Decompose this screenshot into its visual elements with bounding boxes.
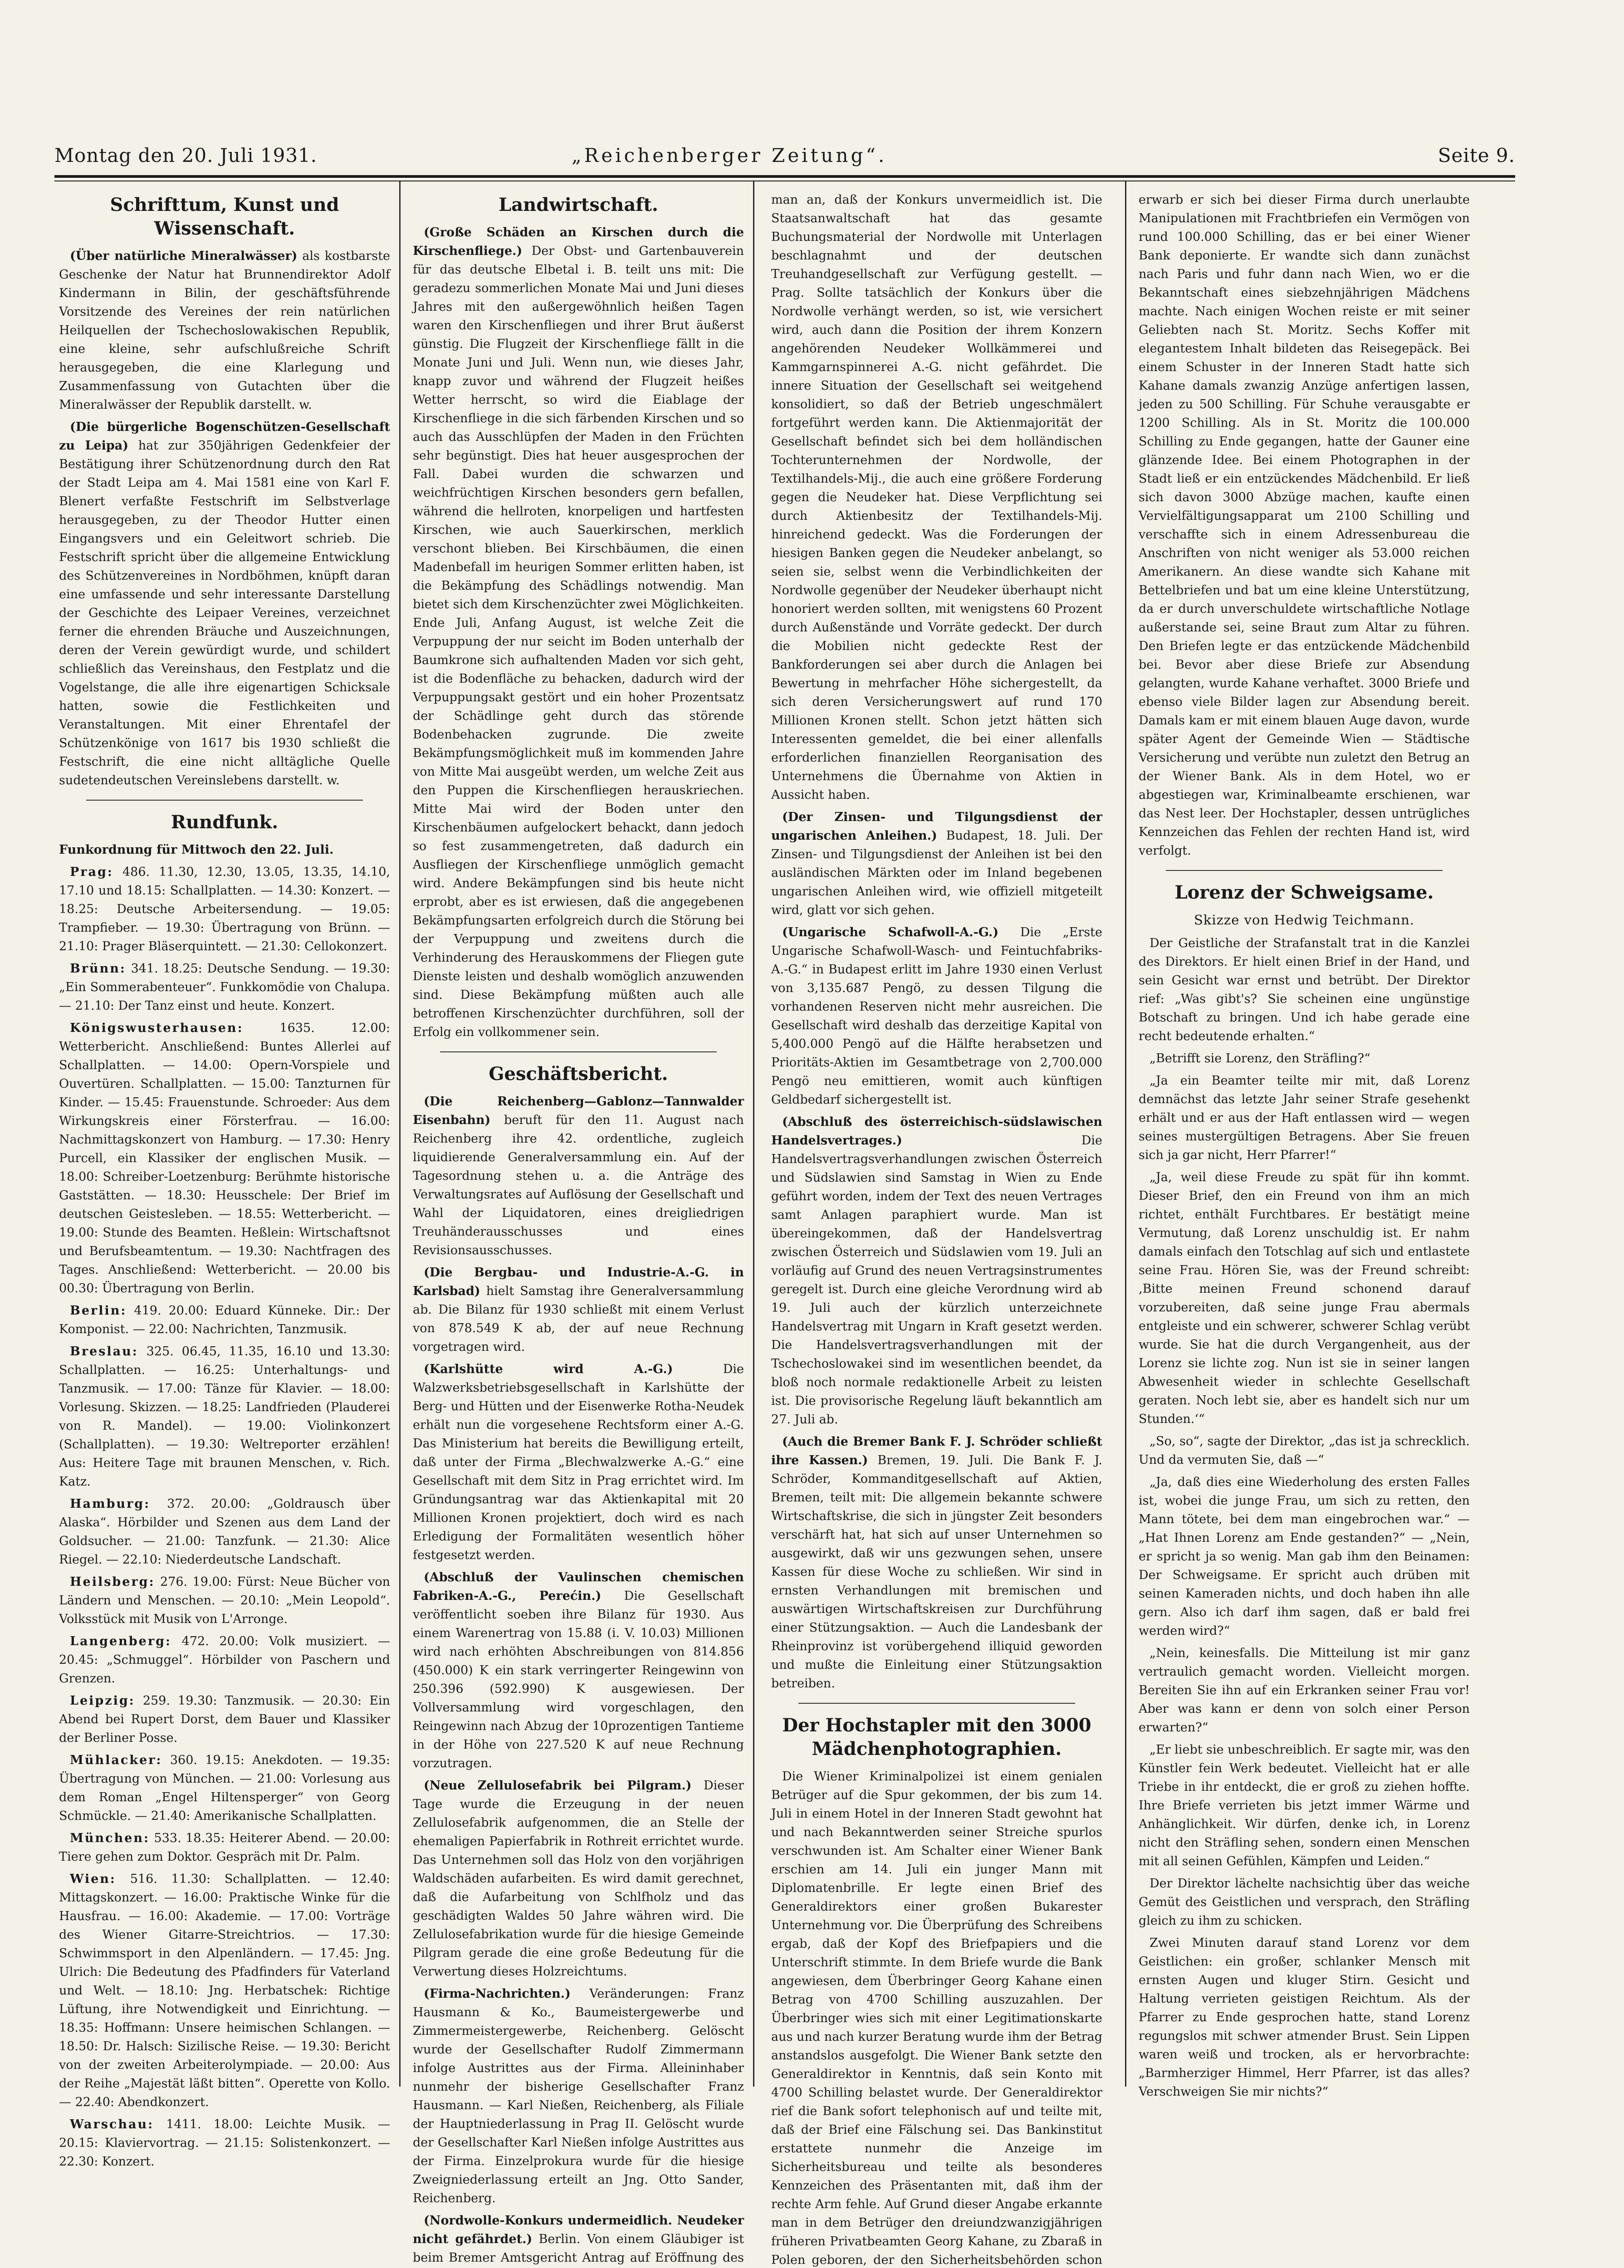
radio-program: 325. 06.45, 11.35, 16.10 und 13.30: Schallplatten. — 16.25: Unterhaltungs- und Tanzmusik. — 17.00: Tänze für Klavier. — 18.00: Vorlesung. Skizzen. — 18.25: Landfrieden (Plauderei von R. Mandel). — 19.00: Violinkonzert (Schallplatten). — 19.30: Weltreporter erzählen! Aus: Heitere Tage mit braunen Menschen, v. Rich. Katz.: [59, 1344, 390, 1489]
section-divider: [86, 800, 363, 801]
article-lead: (Große Schäden an Kirschen durch die Kirschenfliege.): [413, 225, 744, 258]
section-title-business: Geschäftsbericht.: [489, 1063, 668, 1085]
story-paragraph: „Ja, weil diese Freude zu spät für ihn kommt. Dieser Brief, den ein Freund von ihm an mich richtet, enthält Furchtbares. Er bestätigt meine Vermutung, daß Lorenz unschuldig ist. Er nahm damals einfach den Totschlag auf sich und entlastete seine Frau. Hören Sie, was der Freund schreibt: ‚Bitte meinen Freund schonend darauf vorzubereiten, daß seine junge Frau abermals entgleiste und ein schwerer, schwerer Schlag verübt wurde. Sie hat die durch Vergangenheit, aus der Lorenz sie lichte zog. Nun ist sie in seiner langen Abwesenheit wieder in schlechte Gesellschaft geraten. Noch lebt sie, aber es handelt sich nur um Stunden.‘“: [1139, 1170, 1470, 1426]
story-paragraph: „Nein, keinesfalls. Die Mitteilung ist mir ganz vertraulich gemacht worden. Vielleicht morgen. Bereiten Sie ihn auf ein Erkranken seiner Frau vor! Aber was kann er denn von solch einer Person erwarten?“: [1139, 1646, 1470, 1735]
radio-program: 372. 20.00: „Goldrausch über Alaska“. Hörbilder und Szenen aus dem Land der Goldsucher. — 21.00: Tanzfunk. — 21.30: Alice Riegel. — 22.10: Niederdeutsche Landschaft.: [59, 1497, 390, 1567]
column-2: [413, 191, 744, 2265]
radio-program: 276. 19.00: Fürst: Neue Bücher von Ländern und Menschen. — 20.10: „Mein Leopold“. Volksstück mit Musik von L'Arronge.: [59, 1575, 390, 1626]
article-text: hielt Samstag ihre Generalversammlung ab. Die Bilanz für 1930 schließt mit einem Verlust von 878.549 K ab, der auf neue Rechnung vorgetragen wird.: [413, 1284, 744, 1354]
article-lead: (Die Bergbau- und Industrie-A.-G. in Karlsbad): [413, 1266, 744, 1298]
radio-schedule-heading: Funkordnung für Mittwoch den 22. Juli.: [59, 843, 334, 857]
article-lead: (Der Zinsen- und Tilgungsdienst der ungarischen Anleihen.): [771, 810, 1102, 843]
article-text: als kostbarste Geschenke der Natur hat Brunnendirektor Adolf Kindermann in Bilin, der geschäftsführende Vorsitzende des Vereines der rein natürlichen Heilquellen der Tschechoslowakischen Republik, eine kleine, sehr aufschlußreiche Schrift herausgegeben, die eine Klarlegung und Zusammenfassung von Gutachten über die Mineralwässer der Republik darstellt. w.: [59, 249, 390, 412]
article-text: Berlin. Von einem Gläubiger ist beim Bremer Amtsgericht Antrag auf Eröffnung des: [413, 2232, 744, 2265]
radio-station: Wien:: [70, 1872, 116, 1886]
article-lead: (Neue Zellulosefabrik bei Pilgram.): [424, 1779, 692, 1793]
article-lead: (Abschluß des österreichisch-südslawischen Handelsvertrages.): [771, 1115, 1102, 1148]
article-text: Die Wiener Kriminalpolizei ist einem genialen Betrüger auf die Spur gekommen, der bis zum 14. Juli in einem Hotel in der Inneren Stadt gewohnt hat und nach Bekanntwerden seiner Streiche spurlos verschwunden ist. Am Schalter einer Wiener Bank erschien am 14. Juli ein junger Mann mit Diplomatenbrille. Er legte einen Brief des Generaldirektors einer großen Bukarester Unternehmung vor. Die Überprüfung des Schreibens ergab, daß der Kopf des Briefpapiers und die Unterschrift stimmte. In dem Briefe wurde die Bank angewiesen, dem Überbringer Georg Kahane einen Betrag von 4700 Schilling auszuzahlen. Der Überbringer wies sich mit einer Legitimationskarte aus und nach kurzer Beratung wurde ihm der Betrag anstandslos ausgefolgt. Die Wiener Bank setzte den Generaldirektor in Kenntnis, daß sein Konto mit 4700 Schilling belastet wurde. Der Generaldirektor rief die Bank sofort telephonisch auf und teilte mit, daß der Brief eine Fälschung sei. Das Bankinstitut erstattete nunmehr die Anzeige im Sicherheitsbureau und teilte als besonderes Kennzeichen des Präsentanten mit, daß ihm der rechte Arm fehle. Auf Grund dieser Angabe erkannte man in dem Betrüger den dreiundzwanzigjährigen früheren Privatbeamten Georg Kahane, zu Zbaraß in Polen geboren, der den Sicherheitsbehörden schon: [771, 1769, 1102, 2267]
article-lead: (Ungarische Schafwoll-A.-G.): [782, 925, 999, 939]
column-3: [771, 191, 1103, 2267]
article-lead: (Karlshütte wird A.-G.): [424, 1362, 673, 1376]
radio-program: 259. 19.30: Tanzmusik. — 20.30: Ein Abend bei Rupert Dorst, dem Bauer und Klassiker der Berliner Posse.: [59, 1694, 390, 1745]
story-paragraph: „Ja ein Beamter teilte mir mit, daß Lorenz demnächst das letzte Jahr seiner Strafe gesehenkt erhält und er aus der Haft entlassen wird — wegen seines mustergültigen Betragens. Aber Sie freuen sich ja gar nicht, Herr Pfarrer!“: [1139, 1074, 1470, 1162]
article-text: hat zur 350jährigen Gedenkfeier der Bestätigung ihrer Schützenordnung durch den Rat der Stadt Leipa am 4. Mai 1581 eine von Karl F. Blenert verfaßte Festschrift im Selbstverlage herausgegeben, zu der Theodor Hutter einen Eingangsvers und ein Geleitwort schrieb. Die Festschrift spricht über die allgemeine Entwicklung des Schützenvereines in Nordböhmen, knüpft daran eine umfassende und sehr interessante Darstellung der Geschichte des Leipaer Vereines, verzeichnet ferner die ehrenden Bräuche und Auszeichnungen, deren der Verein gewürdigt wurde, und schildert schließlich das Vereinshaus, den Festplatz und die Vogelstange, die alle ihre eigenartigen Schicksale hatten, sowie die Festlichkeiten und Veranstaltungen. Mit einer Ehrentafel der Schützenkönige von 1617 bis 1930 schließt die Festschrift, die eine nicht alltägliche Quelle sudetendeutschen Vereinslebens darstellt. w.: [59, 439, 390, 787]
article-text: man an, daß der Konkurs unvermeidlich ist. Die Staatsanwaltschaft hat das gesamte Buchungsmaterial der Nordwolle mit Unterlagen beschlagnahmt und der deutschen Treuhandgesellschaft zur Verfügung gestellt. — Prag. Sollte tatsächlich der Konkurs über die Nordwolle verhängt werden, so ist, wie versichert wird, auch dann die Position der ihrem Konzern angehörenden Neudeker Wollkämmerei und Kammgarnspinnerei A.-G. nicht gefährdet. Die innere Situation der Gesellschaft sei weitgehend konsolidiert, so daß der Betrieb ungeschmälert fortgeführt werden kann. Die Aktienmajorität der Gesellschaft befindet sich bei dem holländischen Tochterunternehmen der Nordwolle, der Textilhandels-Mij., die auch eine größere Forderung gegen die Neudeker hat. Diese Verpflichtung sei durch Aktienbesitz der Textilhandels-Mij. hinreichend gedeckt. Was die Forderungen der hiesigen Banken gegen die Neudeker anbelangt, so seien sie, selbst wenn die Verbindlichkeiten der Nordwolle gegenüber der Neudeker überhaupt nicht honoriert werden sollten, mit wenigstens 60 Prozent durch Außenstände und Vorräte gedeckt. Der durch die Mobilien nicht gedeckte Rest der Bankforderungen sei aber durch die Anlagen bei Bewertung in mehrfacher Höhe sichergestellt, da sich deren Versicherungswert auf rund 170 Millionen Kronen stellt. Schon jetzt hätten sich Interessenten gemeldet, die bei einer allenfalls erforderlichen finanziellen Reorganisation des Unternehmens die Übernahme von Aktien in Aussicht haben.: [771, 193, 1102, 802]
article-text: Die „Erste Ungarische Schafwoll-Wasch- und Feintuchfabriks-A.-G.“ in Budapest erlitt im Jahre 1930 einen Verlust von 3,135.687 Pengö, zu dessen Tilgung die vorhandenen Reserven nicht mehr ausreichen. Die Gesellschaft wird deshalb das derzeitige Kapital von 5,400.000 Pengö auf die Hälfte herabsetzen und Prioritäts-Aktien im Gesamtbetrage von 2,700.000 Pengö neu emittieren, womit auch künftigen Geldbedarf sichergestellt ist.: [771, 925, 1102, 1107]
article-text: Veränderungen: Franz Hausmann & Ko., Baumeistergewerbe und Zimmermeistergewerbe, Reichenberg. Gelöscht wurde der Gesellschafter Rudolf Zimmermann infolge Austrittes aus der Firma. Alleininhaber nunmehr der bisherige Gesellschafter Franz Hausmann. — Karl Nießen, Reichenberg, als Filiale der Hauptniederlassung in Prag II. Gelöscht wurde der Gesellschafter Karl Nießen infolge Austrittes aus der Firma. Einzelprokura wurde für die hiesige Zweigniederlassung erteilt an Jng. Otto Sander, Reichenberg.: [413, 1987, 744, 2205]
issue-date: Montag den 20. Juli 1931.: [54, 144, 318, 166]
radio-program: 419. 20.00: Eduard Künneke. Dir.: Der Komponist. — 22.00: Nachrichten, Tanzmusik.: [59, 1304, 390, 1336]
radio-station: Langenberg:: [70, 1634, 171, 1648]
section-divider: [440, 1051, 717, 1052]
article-lead: (Die Reichenberg—Gablonz—Tannwalder Eisenbahn): [413, 1095, 744, 1127]
section-title-agriculture: Landwirtschaft.: [499, 194, 658, 215]
section-title-radio: Rundfunk.: [171, 811, 279, 833]
article-text: Dieser Tage wurde die Erzeugung in der neuen Zellulosefabrik aufgenommen, die an Stelle der ehemaligen Papierfabrik in Rothreit errichtet wurde. Das Unternehmen soll das Holz von den vorjährigen Waldschäden aufarbeiten. Es wird damit gerechnet, daß die Aufarbeitung von Schlfholz und das geschädigten Waldes 50 Jahre währen wird. Die Zellulosefabrikation wurde für die hiesige Gemeinde Pilgram gerade die eine große Bedeutung für die Verwertung dieses Holzreichtums.: [413, 1779, 744, 1979]
radio-program: 472. 20.00: Volk musiziert. — 20.45: „Schmuggel“. Hörbilder von Paschern und Grenzen.: [59, 1634, 390, 1686]
story-byline: Skizze von Hedwig Teichmann.: [1194, 912, 1415, 928]
article-text: Bremen, 19. Juli. Die Bank F. J. Schröder, Kommanditgesellschaft auf Aktien, Bremen, teilt mit: Die allgemein bekannte schwere Wirtschaftskrise, die sich in jüngster Zeit besonders verschärft hat, hat sich auf unser Unternehmen so ausgewirkt, daß wir uns gezwungen sehen, unsere Kassen für diese Woche zu schließen. Wir sind in ernsten Verhandlungen mit bremischen und auswärtigen Wirtschaftskreisen zur Durchführung einer Stützungsaktion. — Auch die Landesbank der Rheinprovinz ist vorübergehend illiquid geworden und mußte die Einleitung einer Stützungsaktion betreiben.: [771, 1453, 1102, 1691]
article-text: Die Walzwerksbetriebsgesellschaft in Karlshütte der Berg- und Hütten und der Eisenwerke Rotha-Neudek erhält nun die vorgesehene Rechtsform einer A.-G. Das Ministerium hat bereits die Bewilligung erteilt, daß unter der Firma „Blechwalzwerke A.-G.“ eine Gesellschaft mit dem Sitz in Prag errichtet wird. Im Gründungsantrag war das Aktienkapital mit 20 Millionen Kronen projektiert, doch wird es nach Erledigung der Formalitäten wesentlich höher festgesetzt werden.: [413, 1362, 744, 1562]
radio-station: Heilsberg:: [70, 1575, 155, 1589]
header-rule: [54, 175, 1515, 178]
radio-program: 341. 18.25: Deutsche Sendung. — 19.30: „Ein Sommerabenteuer“. Funkkomödie von Chalupa. — 21.10: Der Tanz einst und heute. Konzert.: [59, 962, 390, 1013]
radio-station: Berlin:: [70, 1304, 127, 1318]
newspaper-name: „Reichenberger Zeitung“.: [572, 144, 887, 166]
column-rule: [753, 181, 754, 2087]
story-paragraph: Der Direktor lächelte nachsichtig über das weiche Gemüt des Geistlichen und versprach, den Sträfling gleich zu ihm zu schicken.: [1139, 1877, 1470, 1928]
column-rule: [1125, 181, 1126, 2087]
page-number: Seite 9.: [1438, 144, 1515, 166]
article-text: Die Handelsvertragsverhandlungen zwischen Österreich und Südslawien sind Samstag in Wien zu Ende geführt worden, indem der Text des neuen Vertrages samt Anlagen paraphiert wurde. Man ist übereingekommen, daß der Handelsvertrag zwischen Österreich und Südslawien vom 19. Juli an vorläufig auf Grund des neuen Vertragsinstrumentes geregelt ist. Durch eine gleiche Verordnung wird ab 19. Juli auch der kürzlich unterzeichnete Handelsvertrag mit Ungarn in Kraft gesetzt werden. Die Handelsvertragsverhandlungen mit der Tschechoslowakei sind im wesentlichen beendet, da bloß noch normale redaktionelle Arbeit zu leisten ist. Die provisorische Regelung läuft bekanntlich am 27. Juli ab.: [771, 1134, 1102, 1427]
article-lead: (Auch die Bremer Bank F. J. Schröder schließt ihre Kassen.): [771, 1435, 1102, 1467]
section-divider: [1166, 870, 1443, 871]
article-text: Budapest, 18. Juli. Der Zinsen- und Tilgungsdienst der Anleihen ist bei den ausländischen Märkten oder im Inland begebenen ungarischen Anleihen wird, wie offiziell mitgeteilt wird, glatt vor sich gehen.: [771, 829, 1103, 917]
radio-program: 1635. 12.00: Wetterbericht. Anschließend: Buntes Allerlei auf Schallplatten. — 14.00: Opern-Vorspiele und Ouvertüren. Schallplatten. — 15.00: Tanzturnen für Kinder. — 15.45: Frauenstunde. Schroeder: Aus dem Wirkungskreis einer Försterfrau. — 16.00: Nachmittagskonzert von Hamburg. — 17.30: Henry Purcell, ein Klassiker der englischen Musik. — 18.00: Schreiber-Loetzenburg: Berühmte historische Gaststätten. — 18.30: Heusschele: Der Brief im deutschen Geistesleben. — 18.55: Wetterbericht. — 19.00: Stunde des Beamten. Heßlein: Wirtschaftsnot und Berufsbeamtentum. — 19.30: Nachtfragen des Tages. Anschließend: Wetterbericht. — 20.00 bis 00.30: Übertragung von Berlin.: [59, 1021, 390, 1295]
story-paragraph: „Ja, daß dies eine Wiederholung des ersten Falles ist, wobei die junge Frau, um sich zu retten, den Mann tötete, bei dem man eingebrochen war.“ — „Hat Ihnen Lorenz am Ende gestanden?“ — „Nein, er spricht ja so wenig. Man gab ihm den Beinamen: Der Schweigsame. Er spricht auch drüben mit seinen Kameraden nichts, und doch haben ihn alle gern. Also ich darf ihm sagen, daß er bald frei werden wird?“: [1139, 1475, 1470, 1638]
article-lead: (Nordwolle-Konkurs undermeidlich. Neudeker nicht gefährdet.): [413, 2214, 744, 2246]
article-text: beruft für den 11. August nach Reichenberg ihre 42. ordentliche, zugleich liquidierende Generalversammlung ein. Auf der Tagesordnung stehen u. a. die Anträge des Verwaltungsrates auf Auflösung der Gesellschaft und Wahl der Liquidatoren, eines dreigliedrigen Treuhänderausschusses und eines Revisionsausschusses.: [413, 1113, 744, 1257]
radio-program: 486. 11.30, 12.30, 13.05, 13.35, 14.10, 17.10 und 18.15: Schallplatten. — 14.30: Konzert. — 18.25: Deutsche Arbeitersendung. — 19.05: Trampfieber. — 19.30: Übertragung von Brünn. — 21.10: Prager Bläserquintett. — 21.30: Cellokonzert.: [59, 865, 390, 953]
article-lead: (Firma-Nachrichten.): [424, 1987, 571, 2001]
story-paragraph: „So, so“, sagte der Direktor, „das ist ja schrecklich. Und da vermuten Sie, daß —“: [1139, 1434, 1470, 1467]
radio-program: 516. 11.30: Schallplatten. — 12.40: Mittagskonzert. — 16.00: Praktische Winke für die Hausfrau. — 16.00: Akademie. — 17.00: Vorträge des Wiener Gitarre-Streichtrios. — 17.30: Schwimmsport in den Alpenländern. — 17.45: Jng. Ulrich: Die Bedeutung des Pfadfinders für Vaterland und Welt. — 18.10: Jng. Herbatschek: Richtige Lüftung, ihre Notwendigkeit und Einrichtung. — 18.35: Hoffmann: Unsere heimischen Schlangen. — 18.50: Dr. Halsch: Sizilische Reise. — 19.30: Bericht von der zweiten Arbeiterolympiade. — 20.00: Aus der Reihe „Majestät läßt bitten“. Operette von Kollo. — 22.40: Abendkonzert.: [59, 1872, 390, 2109]
article-text: Der Obst- und Gartenbauverein für das deutsche Elbetal i. B. teilt uns mit: Die geradezu sommerlichen Monate Mai und Juni dieses Jahres mit den außergewöhnlich heißen Tagen waren den Kirschenfliegen und ihrer Brut äußerst günstig. Die Flugzeit der Kirschenfliege fällt in die Monate Juni und Juli. Wenn nun, wie dieses Jahr, knapp zuvor und während der Flugzeit heißes Wetter herrscht, so wird die Eiablage der Kirschenfliege in die sich färbenden Kirschen und so auch das Ausschlüpfen der Maden in den Früchten sehr begünstigt. Dies hat heuer ausgesprochen der Fall. Dabei wurden die schwarzen und weichfrüchtigen Kirschen besonders gern befallen, während die hellroten, knorpeligen und hartfesten Kirschen, wie auch Sauerkirschen, merklich verschont blieben. Bei Kirschbäumen, die einen Madenbefall im heurigen Sommer erlitten haben, ist die Bekämpfung des Schädlings notwendig. Man bietet sich dem Kirschenzüchter zwei Möglichkeiten. Ende Juli, Anfang August, ist welche Zeit die Verpuppung der nur seicht im Boden unterhalb der Baumkrone sich aufhaltenden Maden vor sich geht, ist die Bodenfläche zu behacken, dadurch wird der Verpuppungsakt gestört und ein hoher Prozentsatz der Schädlinge geht durch das störende Bodenbehacken zugrunde. Die zweite Bekämpfungsmöglichkeit muß im kommenden Jahre von Mitte Mai ausgeübt werden, um welche Zeit aus den Puppen die Kirschenfliegen herauskriechen. Mitte Mai wird der Boden unter den Kirschenbäumen aufgelockert behackt, dann jedoch so fest zusammengetreten, daß dadurch ein Ausfliegen der Kirschenfliege unmöglich gemacht wird. Andere Bekämpfungen sind bis heute nicht erprobt, aber es ist erwiesen, daß die angegebenen Bekämpfungsarten erfolgreich durch die Störung bei der Verpuppung und zweitens durch die Verhinderung des Herauskommens der Fliegen gute Dienste leisten und deshalb womöglich anzuwenden sind. Diese Bekämpfung müßten auch alle betroffenen Kirschenzüchter durchführen, soll der Erfolg ein vollkommener sein.: [413, 244, 744, 1039]
column-1: [59, 191, 390, 2169]
radio-station: Prag:: [70, 865, 113, 879]
article-title-impostor: Der Hochstapler mit den 3000 Mädchenphotographien.: [782, 1715, 1091, 1760]
article-lead: (Die bürgerliche Bogenschützen-Gesellschaft zu Leipa): [59, 420, 390, 453]
radio-station: München:: [70, 1831, 150, 1845]
radio-station: Warschau:: [70, 2117, 154, 2131]
story-paragraph: Der Geistliche der Strafanstalt trat in die Kanzlei des Direktors. Er hielt einen Brief in der Hand, und sein Gesicht war ernst und betrübt. Der Direktor rief: „Was gibt's? Sie scheinen eine ungünstige Botschaft zu bringen. Und ich habe gerade eine recht bedeutende erhalten.“: [1139, 936, 1470, 1043]
radio-station: Mühlacker:: [70, 1753, 162, 1767]
section-divider: [798, 1703, 1075, 1704]
story-paragraph: „Betrifft sie Lorenz, den Sträfling?“: [1150, 1051, 1370, 1066]
column-rule: [399, 181, 401, 2087]
article-lead: (Über natürliche Mineralwässer): [70, 249, 298, 263]
section-title-culture: Schrifttum, Kunst und Wissenschaft.: [110, 194, 339, 239]
story-title: Lorenz der Schweigsame.: [1174, 882, 1434, 903]
story-paragraph: „Er liebt sie unbeschreiblich. Er sagte mir, was den Künstler fein Werk bedeutet. Vielleicht hat er alle Triebe in ihr entdeckt, die er groß zu ziehen hoffte. Ihre Briefe verrieten bis jetzt immer Wärme und Anhänglichkeit. Wir dürfen, denke ich, in Lorenz nicht den Sträfling sehen, sondern einen Menschen mit all seinen Gefühlen, Kämpfen und Leiden.“: [1139, 1743, 1470, 1868]
story-paragraph: Zwei Minuten darauf stand Lorenz vor dem Geistlichen: ein großer, schlanker Mensch mit ernsten Augen und kluger Stirn. Gesicht und Haltung verrieten geistigen Reichtum. Als der Pfarrer zu Ende gesprochen hatte, stand Lorenz regungslos mit schwer atmender Brust. Sein Lippen waren weiß und trocken, als er hervorbrachte: „Barmherziger Himmel, Herr Pfarrer, ist das alles? Verschweigen Sie mir nichts?“: [1139, 1936, 1470, 2099]
article-text: erwarb er sich bei dieser Firma durch unerlaubte Manipulationen mit Frachtbriefen ein Vermögen von rund 100.000 Schilling, das er bei einer Wiener Bank deponierte. Er wandte sich dann zunächst nach Paris und fuhr dann nach Wien, wo er die Bekanntschaft eines siebzehnjährigen Mädchens machte. Nach einigen Wochen reiste er mit seiner Geliebten nach St. Moritz. Sechs Koffer mit elegantestem Inhalt bildeten das Reisegepäck. Bei einem Schuster in der Inneren Stadt hatte sich Kahane damals zwanzig Anzüge anfertigen lassen, jeden zu 500 Schilling. Für Schuhe verausgabte er 1200 Schilling. Als in St. Moritz die 100.000 Schilling zu Ende gegangen, hatte der Gauner eine glänzende Idee. Bei einem Photographen in der Stadt ließ er ein entzückendes Mädchenbild. Er ließ sich davon 3000 Abzüge machen, kaufte einen Vervielfältigungsapparat um 2100 Schilling und verschaffte sich in einem Adressenbureau die Anschriften von nicht weniger als 53.000 reichen Amerikanern. An diese wandte sich Kahane mit Bettelbriefen und bat um eine kleine Unterstützung, da er durch unverschuldete wirtschaftliche Notlage außerstande sei, seine Braut zum Altar zu führen. Den Briefen legte er das entzückende Mädchenbild bei. Bevor aber diese Briefe zur Absendung gelangten, wurde Kahane verhaftet. 3000 Briefe und ebenso viele Bilder lagen zur Absendung bereit. Damals kam er mit einem blauen Auge davon, wurde später Agent der Gemeinde Wien — Städtische Versicherung und verübte nun zuletzt den Betrug an der Wiener Bank. Als in dem Hotel, wo er abgestiegen war, Kriminalbeamte erschienen, war das Nest leer. Der Hochstapler, dessen untrügliches Kennzeichen das Fehlen der rechten Hand ist, wird verfolgt.: [1139, 193, 1470, 858]
article-text: Die Gesellschaft veröffentlicht soeben ihre Bilanz für 1930. Aus einem Warenertrag von 15.88 (i. V. 10.03) Millionen wird nach erhöhten Abschreibungen von 814.856 (450.000) K ein stark verringerter Reingewinn von 250.396 (592.990) K ausgewiesen. Der Vollversammlung wird vorgeschlagen, den Reingewinn nach Abzug der 10prozentigen Tantieme in der Höhe von 227.520 K auf neue Rechnung vorzutragen.: [413, 1589, 744, 1770]
radio-station: Hamburg:: [70, 1497, 151, 1511]
radio-program: 1411. 18.00: Leichte Musik. — 20.15: Klaviervortrag. — 21.15: Solistenkonzert. — 22.30: Konzert.: [59, 2117, 390, 2169]
page-header: [54, 144, 1515, 174]
radio-program: 360. 19.15: Anekdoten. — 19.35: Übertragung von München. — 21.00: Vorlesung aus dem Roman „Engel Hiltensperger“ von Georg Schmückle. — 21.40: Amerikanische Schallplatten.: [59, 1753, 390, 1823]
radio-station: Leipzig:: [70, 1694, 135, 1708]
radio-program: 533. 18.35: Heiterer Abend. — 20.00: Tiere gehen zum Doktor. Gespräch mit Dr. Palm.: [59, 1831, 390, 1864]
radio-station: Brünn:: [70, 962, 126, 976]
column-4: [1139, 191, 1470, 2105]
radio-station: Breslau:: [70, 1344, 138, 1359]
radio-station: Königswusterhausen:: [70, 1021, 244, 1035]
article-lead: (Abschluß der Vaulinschen chemischen Fabriken-A.-G., Perećin.): [413, 1570, 744, 1603]
